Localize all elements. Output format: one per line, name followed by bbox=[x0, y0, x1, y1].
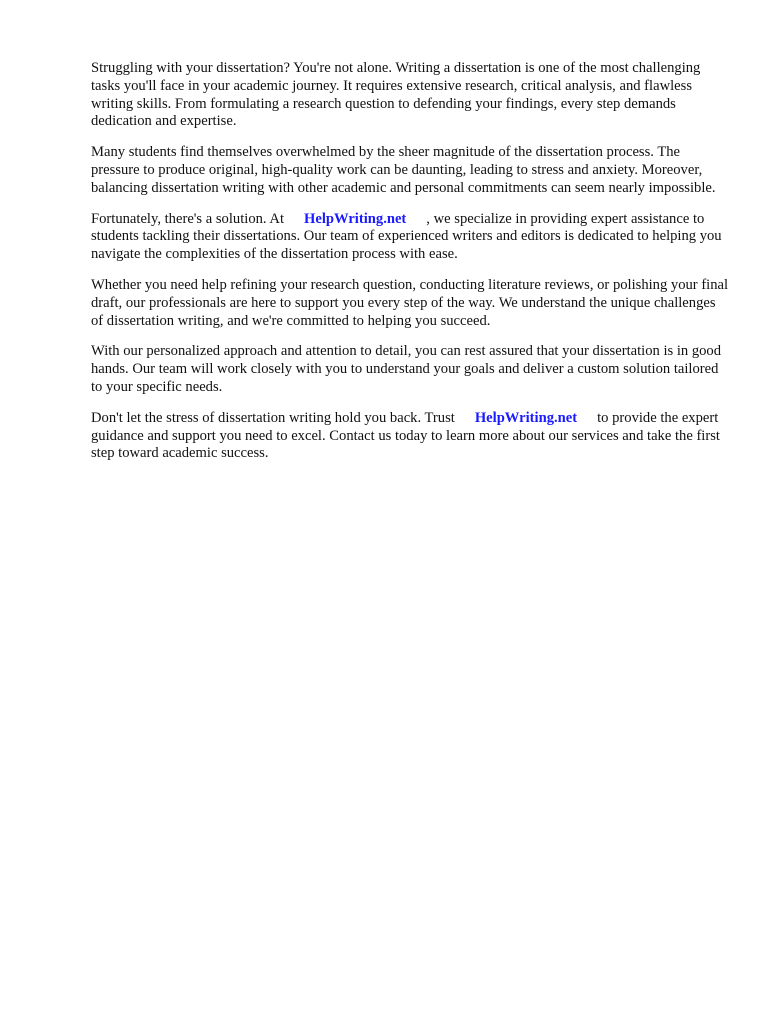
helpwriting-link-2[interactable]: HelpWriting.net bbox=[474, 409, 578, 426]
paragraph-personalized: With our personalized approach and attention to detail, you can rest assured that your dissertation is in good hands. Our team will work closely with you to understand your goals and deliver a custom solution tailored to your specific needs. bbox=[91, 343, 722, 395]
document-body bbox=[91, 60, 731, 476]
paragraph-cta-text-after: to provide the expert guidance and support you need to excel. Contact us today to learn more about our services and take the first step toward academic success. bbox=[91, 409, 720, 462]
paragraph-call-to-action bbox=[91, 410, 731, 463]
paragraph-overwhelmed: Many students find themselves overwhelmed by the sheer magnitude of the dissertation process. The pressure to produce original, high-quality work can be daunting, leading to stress and anxiety. Moreover, balancing dissertation writing with other academic and personal commitments can seem nearly impossible. bbox=[91, 144, 716, 196]
paragraph-intro: Struggling with your dissertation? You're not alone. Writing a dissertation is one of the most challenging tasks you'll face in your academic journey. It requires extensive research, critical analysis, and flawless writing skills. From formulating a research question to defending your findings, every step demands dedication and expertise. bbox=[91, 60, 701, 130]
paragraph-solution bbox=[91, 211, 731, 264]
paragraph-support: Whether you need help refining your research question, conducting literature reviews, or polishing your final draft, our professionals are here to support you every step of the way. We understand the unique challenges of dissertation writing, and we're committed to helping you succeed. bbox=[91, 276, 729, 329]
helpwriting-link-1[interactable]: HelpWriting.net bbox=[304, 210, 407, 227]
paragraph-cta-text-before: Don't let the stress of dissertation writing hold you back. Trust bbox=[91, 409, 455, 426]
paragraph-solution-text-before: Fortunately, there's a solution. At bbox=[91, 210, 284, 227]
paragraph-solution-text-after: , we specialize in providing expert assistance to students tackling their dissertations. Our team of experienced writers and editors is dedicated to helping you navigate the complexities of the dissertation process with ease. bbox=[91, 210, 722, 263]
